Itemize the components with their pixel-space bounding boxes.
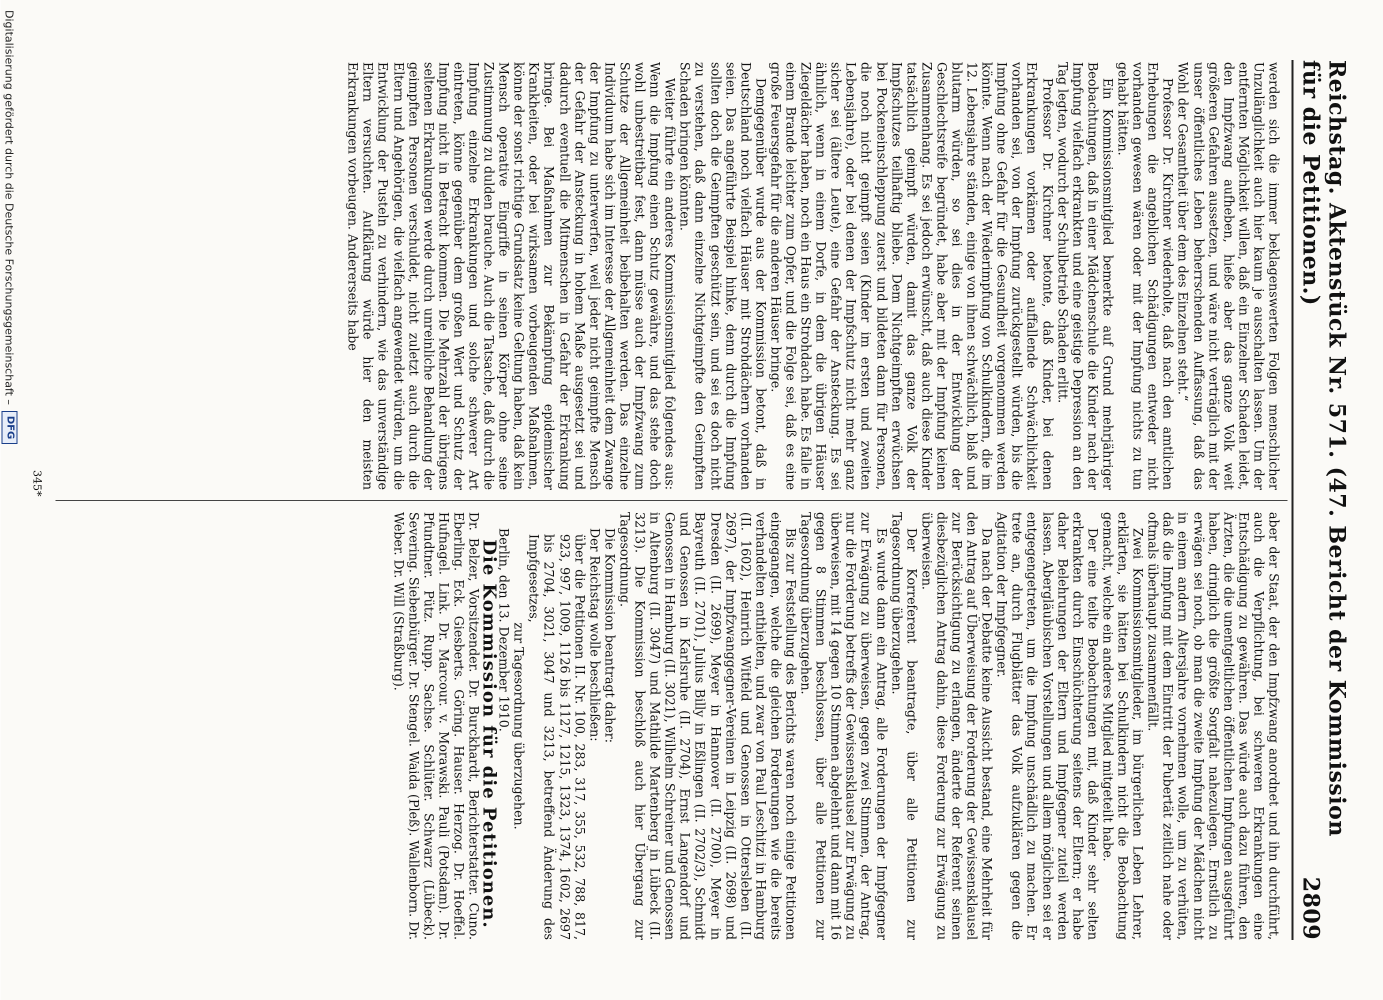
credit-text: Digitalisierung gefördert durch die Deutsche Forschungsgemeinschaft – <box>2 10 16 405</box>
paragraph: Der Korreferent beantragte, über alle Petitionen zur Tagesordnung überzugehen. <box>888 512 919 940</box>
paragraph: Bis zur Feststellung des Berichts waren noch einige Petitionen eingegangen, welche die gleichen Forderungen wie die bereits verhandelten enthielten, und zwar von Paul Leschitzi in Hamburg (II. 1602), Heinrich Witfeld und Genossen in Ottersleben (II. 2697), der Impfzwanggegner-Vereinen in Leipzig (II. 2698) und Dresden (II. 2699), Meyer in Hannover (II. 2700), Meyer in Bayreuth (II. 2701), Julius Billy in Eßlingen (II. 2702/3), Schmidt und Genossen in Karlsruhe (II. 2704), Ernst Langendorf und Genossen in Hamburg (II. 3021), Wilhelm Schreiner und Genossen in Altenburg (II. 3047) und Mathilde Martenberg in Lübeck (II. 3213). Die Kommission beschloß auch hier Übergang zur Tagesordnung. <box>616 512 798 940</box>
running-title: Reichstag. Aktenstück Nr. 571. (47. Bericht der Kommission für die Petitionen.) <box>1297 60 1349 837</box>
right-column <box>51 512 1281 940</box>
paragraph: Ein Kommissionsmitglied bemerkte auf Grund mehrjähriger Beobachtungen, daß in einer Mädchenschule die Kinder nach der Impfung vielfach erkrankten und eine geistige Depression an den Tag legten, wodurch der Schulbetrieb Schaden erlitt. <box>1054 62 1115 490</box>
paragraph: werden sich die immer beklagenswerten Folgen menschlicher Unzulänglichkeit auch hier kaum je ausschalten lassen. Um der entfernten Möglichkeit willen, daß ein Einzelner Schaden leidet, den Impfzwang aufheben, hieße aber das ganze Volk weit größeren Gefahren aussetzen, und wäre nicht verträglich mit der unser öffentliches Leben beherrschenden Auffassung, daß das Wohl der Gesamtheit über dem des Einzelnen steht.“ <box>1175 62 1281 490</box>
paragraph: Demgegenüber wurde aus der Kommission betont, daß in Deutschland noch vielfach Häuser mit Strohdächern vorhanden seien. Das angeführte Beispiel hinke, denn durch die Impfung sollten doch die Geimpften geschützt sein, und sei es doch nicht zu verstehen, daß dann einzelne Nichtgeimpfte den Geimpften Schaden bringen könnten. <box>677 62 768 490</box>
commission-signature-title: Die Kommission für die Petitionen. <box>478 539 500 929</box>
date-line: Berlin, den 13. Dezember 1910. <box>496 528 512 732</box>
paragraph: Professor Dr. Kirchner wiederholte, daß nach den amtlichen Erhebungen die angeblichen Schädigungen entweder nicht vorhanden gewesen wären oder mit der Impfung nichts zu tun gehabt hätten. <box>1115 62 1176 490</box>
paragraph: Der eine teilte Beobachtungen mit, daß Kinder sehr selten erkrankten durch Einschüchterung seitens der Eltern; er habe daher Belehrungen der Eltern und Impfgegner zuteil werden lassen. Abergläubischen Vorstellungen und allem möglichen sei er entgegengetreten, um die Impfung unschädlich zu machen. Er trete an, durch Flugblätter das Volk aufzuklären gegen die Agitation der Impfgegner. <box>994 512 1100 940</box>
page-number: 2809 <box>1297 876 1323 940</box>
digitization-credit <box>1 10 17 990</box>
sheet-signature-mark: 345* <box>30 470 43 497</box>
signatories-list: Dr. Belzer, Vorsitzender. Dr. Burckhardt, Berichterstatter. Cuno. Eberling. Eck. Giesberts. Göring. Hauser. Herzog. Dr. Hoeffel. Hufnagel. Link. Dr. Marcour. v. Morawski. Pauli (Potsdam). Dr. Pfundtner. Pütz. Rupp. Sachse. Schlüter. Schwarz (Lübeck). Severing. Siebenbürger. Dr. Stengel. Waida (Pleß). Wallenborn. Dr. Weber. Dr. Will (Straßburg). <box>390 512 482 940</box>
motion-intro: Die Kommission beantragt daher: <box>601 528 617 744</box>
paragraph: Zwei Kommissionsmitglieder, im bürgerlichen Leben Lehrer, erklärten, sie hätten bei Schulkindern nicht die Beobachtung gemacht, welche ein anderes Mitglied mitgeteilt habe. <box>1099 512 1146 940</box>
motion-petitions: über die Petitionen II. Nr. 100, 283, 317, 355, 532, 788, 817, 923, 997, 1009, 1126 bis 1127, 1215, 1323, 1374, 1602, 2697 bis 2704, 3021, 3047 und 3213, betreffend Änderung des Impfgesetzes, <box>526 534 587 940</box>
paragraph: Da nach der Debatte keine Aussicht bestand, eine Mehrheit für den Antrag auf Überweisung der Forderung der Gewissensklausel zur Berücksichtigung zu erlangen, änderte der Referent seinen diesbezüglichen Antrag dahin, diese Forderung zur Erwägung zu überweisen. <box>918 512 995 940</box>
paragraph: Weiter führte ein anderes Kommissionsmitglied folgendes aus: Wenn die Impfung einen Schutz gewähre, und das stehe doch wohl unbestreitbar fest, dann müsse auch der Impfzwang zum Schutze der Allgemeinheit beibehalten werden. Das einzelne Individuum habe sich im Interesse der Allgemeinheit dem Zwange der Impfung zu unterwerfen, weil jeder nicht geimpfte Mensch der Gefahr der Ansteckung in hohem Maße ausgesetzt sei und dadurch eventuell die Mitmenschen in Gefahr der Erkrankung bringe. Bei Maßnahmen zur Bekämpfung epidemischer Krankheiten, oder bei wirksamen vorbeugenden Maßnahmen, könne der sonst richtige Grundsatz keine Geltung haben, daß kein Mensch operative Eingriffe in seinen Körper ohne seine Zustimmung zu dulden brauche. Auch die Tatsache, daß durch die Impfung einzelne Erkrankungen und solche schwerer Art eintreten, könne gegenüber dem großen Wert und Schutz der Impfung nicht in Betracht kommen. Die Mehrzahl der übrigens seltenen Erkrankungen werde durch unreinliche Behandlung der geimpften Personen verschuldet, nicht zuletzt auch durch die Eltern und Angehörigen, die vielfach angewendet würden, um die Entwicklung der Pusteln zu verhindern, wie das unverständige Eltern versuchten. Aufklärung würde hier den meisten Erkrankungen vorbeugen. Andererseits habe <box>345 62 678 490</box>
page-header <box>1291 60 1349 940</box>
dfg-logo-icon: DFG <box>1 411 17 444</box>
left-column <box>51 62 1281 490</box>
paragraph: Professor Dr. Kirchner betonte, daß Kinder, bei denen Erkrankungen vorkämen oder auffallende Schwächlichkeit vorhanden sei, von der Impfung zurückgestellt würden, bis die Impfung ohne Gefahr für die Gesundheit vorgenommen werden könnte. Wenn nach der Wiederimpfung von Schulkindern, die im 12. Lebensjahre ständen, einige von ihnen schwächlich, blaß und blutarm würden, so sei dies in der Entwicklung der Geschlechtsreife begründet, habe aber mit der Impfung keinen Zusammenhang. Es sei jedoch erwünscht, daß auch diese Kinder tatsächlich geimpft würden, damit das ganze Volk der Impfschutzes teilhaftig bliebe. Dem Nichtgeimpften erwüchsen bei Pockeneinschleppung zuerst und bildeten dann für Personen, die noch nicht geimpft seien (Kinder im ersten und zweiten Lebensjahre), oder bei denen der Impfschutz nicht mehr ganz sicher sei (ältere Leute), eine Gefahr der Ansteckung. Es sei ähnlich, wenn in einem Dorfe, in dem die übrigen Häuser Ziegeldächer haben, noch ein Haus ein Strohdach habe. Es falle in einem Brande leichter zum Opfer, und die Folge sei, daß es eine große Feuersgefahr für die anderen Häuser bringe. <box>767 62 1055 490</box>
paragraph: aber der Staat, der den Impfzwang anordnet und ihn durchführt, auch die Verpflichtung, bei schweren Erkrankungen eine Entschädigung zu gewähren. Das würde auch dazu führen, den Ärzten, die die unentgeltlichen öffentlichen Impfungen ausgeführt haben, dringlich die größte Sorgfalt nahezulegen. Ernstlich zu erwägen sei noch, ob man die zweite Impfung der Mädchen nicht in einem andern Altersjahre vornehmen wolle, um zu verhüten, daß die Impfung mit dem Eintritt der Pubertät zeitlich nahe oder oftmals überhaupt zusammenfällt. <box>1145 512 1281 940</box>
column-divider <box>55 500 1287 501</box>
paragraph: Es wurde dann ein Antrag, alle Forderungen der Impfgegner zur Erwägung zu überweisen, gegen zwei Stimmen, der Antrag, nur die Forderung betreffs der Gewissensklausel zur Erwägung zu überweisen, mit 14 gegen 10 Stimmen abgelehnt und dann mit 16 gegen 8 Stimmen beschlossen, über alle Petitionen zur Tagesordnung überzugehen. <box>798 512 889 940</box>
motion-conclusion: zur Tagesordnung überzugehen. <box>511 622 527 830</box>
motion-text: Der Reichstag wolle beschließen: <box>586 528 602 742</box>
